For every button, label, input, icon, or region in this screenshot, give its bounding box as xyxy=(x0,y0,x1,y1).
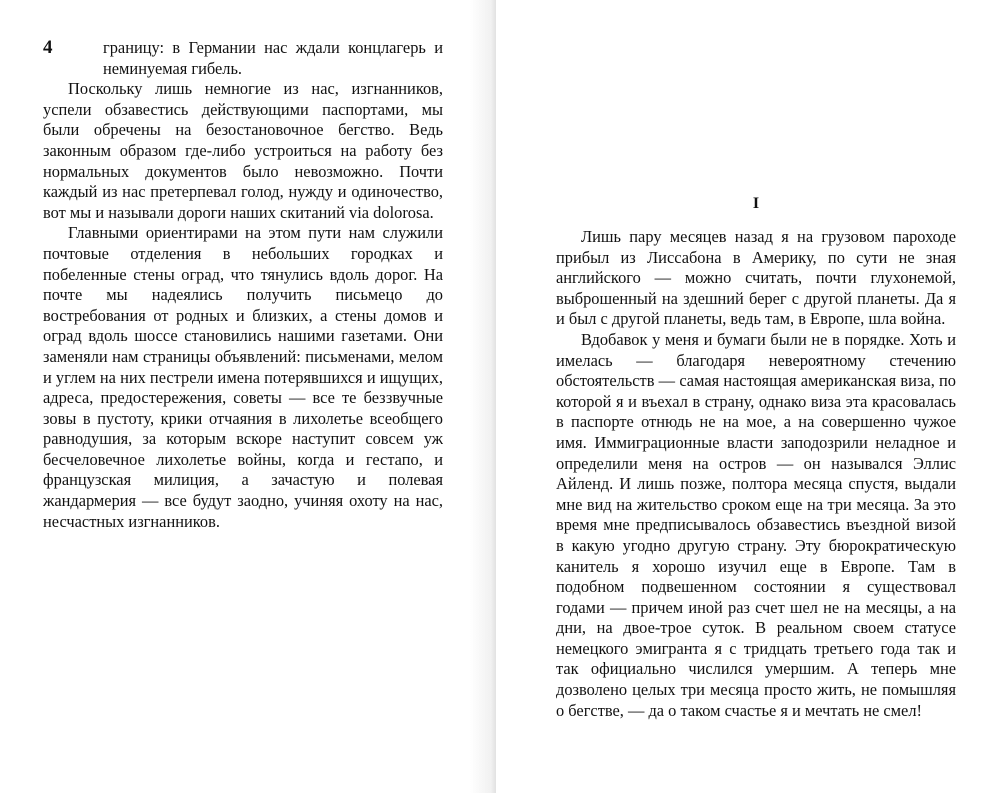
paragraph: Лишь пару месяцев назад я на грузовом пароходе прибыл из Лиссабона в Америку, по сути не зная английского — можно считать, почти глухонемой, выброшенный на здешний берег с другой планеты. Да я и был с другой планеты, ведь там, в Европе, шла война. xyxy=(556,227,956,329)
page-number: 4 xyxy=(43,37,53,58)
paragraph: Вдобавок у меня и бумаги были не в порядке. Хоть и имелась — благодаря невероятному стечению обстоятельств — самая настоящая американская виза, по которой я и въехал в страну, однако виза эта красовалась в паспорте отнюдь не на мое, а на совершенно чужое имя. Иммиграционные власти заподозрили неладное и определили меня на остров — он назывался Эллис Айленд. И лишь позже, полтора месяца спустя, выдали мне вид на жительство сроком еще на три месяца. За это время мне предписывалось обзавестись въездной визой в какую угодно другую страну. Эту бюрократическую канитель я хорошо изучил еще в Европе. Там в подобном подвешенном состоянии я существовал годами — причем иной раз счет шел не на месяцы, а на дни, на двое-трое суток. В реальном своем статусе немецкого эмигранта я с тридцать третьего года так и так официально числился умершим. А теперь мне дозволено целых три месяца просто жить, не помышляя о бегстве, — да о таком счастье я и мечтать не смел! xyxy=(556,329,956,720)
right-page-text xyxy=(556,227,956,721)
paragraph: Главными ориентирами на этом пути нам служили почтовые отделения в небольших городках и побеленные стены оград, что тянулись вдоль дорог. На почте мы надеялись получить письмецо до востребования от родных и близких, а стены домов и оград вдоль шоссе становились нашими газетами. Они заменяли нам страницы объявлений: письменами, мелом и углем на них пестрели имена потерявшихся и ищущих, адреса, предостережения, советы — все те беззвучные зовы в пустоту, крики отчаяния в лихолетье всеобщего равнодушия, за которым вскоре наступит совсем уж бесчеловечное лихолетье войны, когда и гестапо, и французская милиция, а зачастую и полевая жандармерия — все будут заодно, учиняя охоту на нас, несчастных изгнанников. xyxy=(43,223,443,531)
paragraph: границу: в Германии нас ждали концлагерь и неминуемая гибель. xyxy=(103,38,443,78)
paragraph: Поскольку лишь немногие из нас, изгнанников, успели обзавестись действующими паспортами, мы были обречены на безостановочное бегство. Ведь законным образом где-либо устроиться на работу без нормальных документов было невозможно. Почти каждый из нас претерпевал голод, нужду и одиночество, вот мы и называли дороги наших скитаний via dolorosa. xyxy=(43,79,443,222)
right-page xyxy=(496,0,990,793)
chapter-title: I xyxy=(752,195,760,212)
left-page-text xyxy=(43,38,443,532)
